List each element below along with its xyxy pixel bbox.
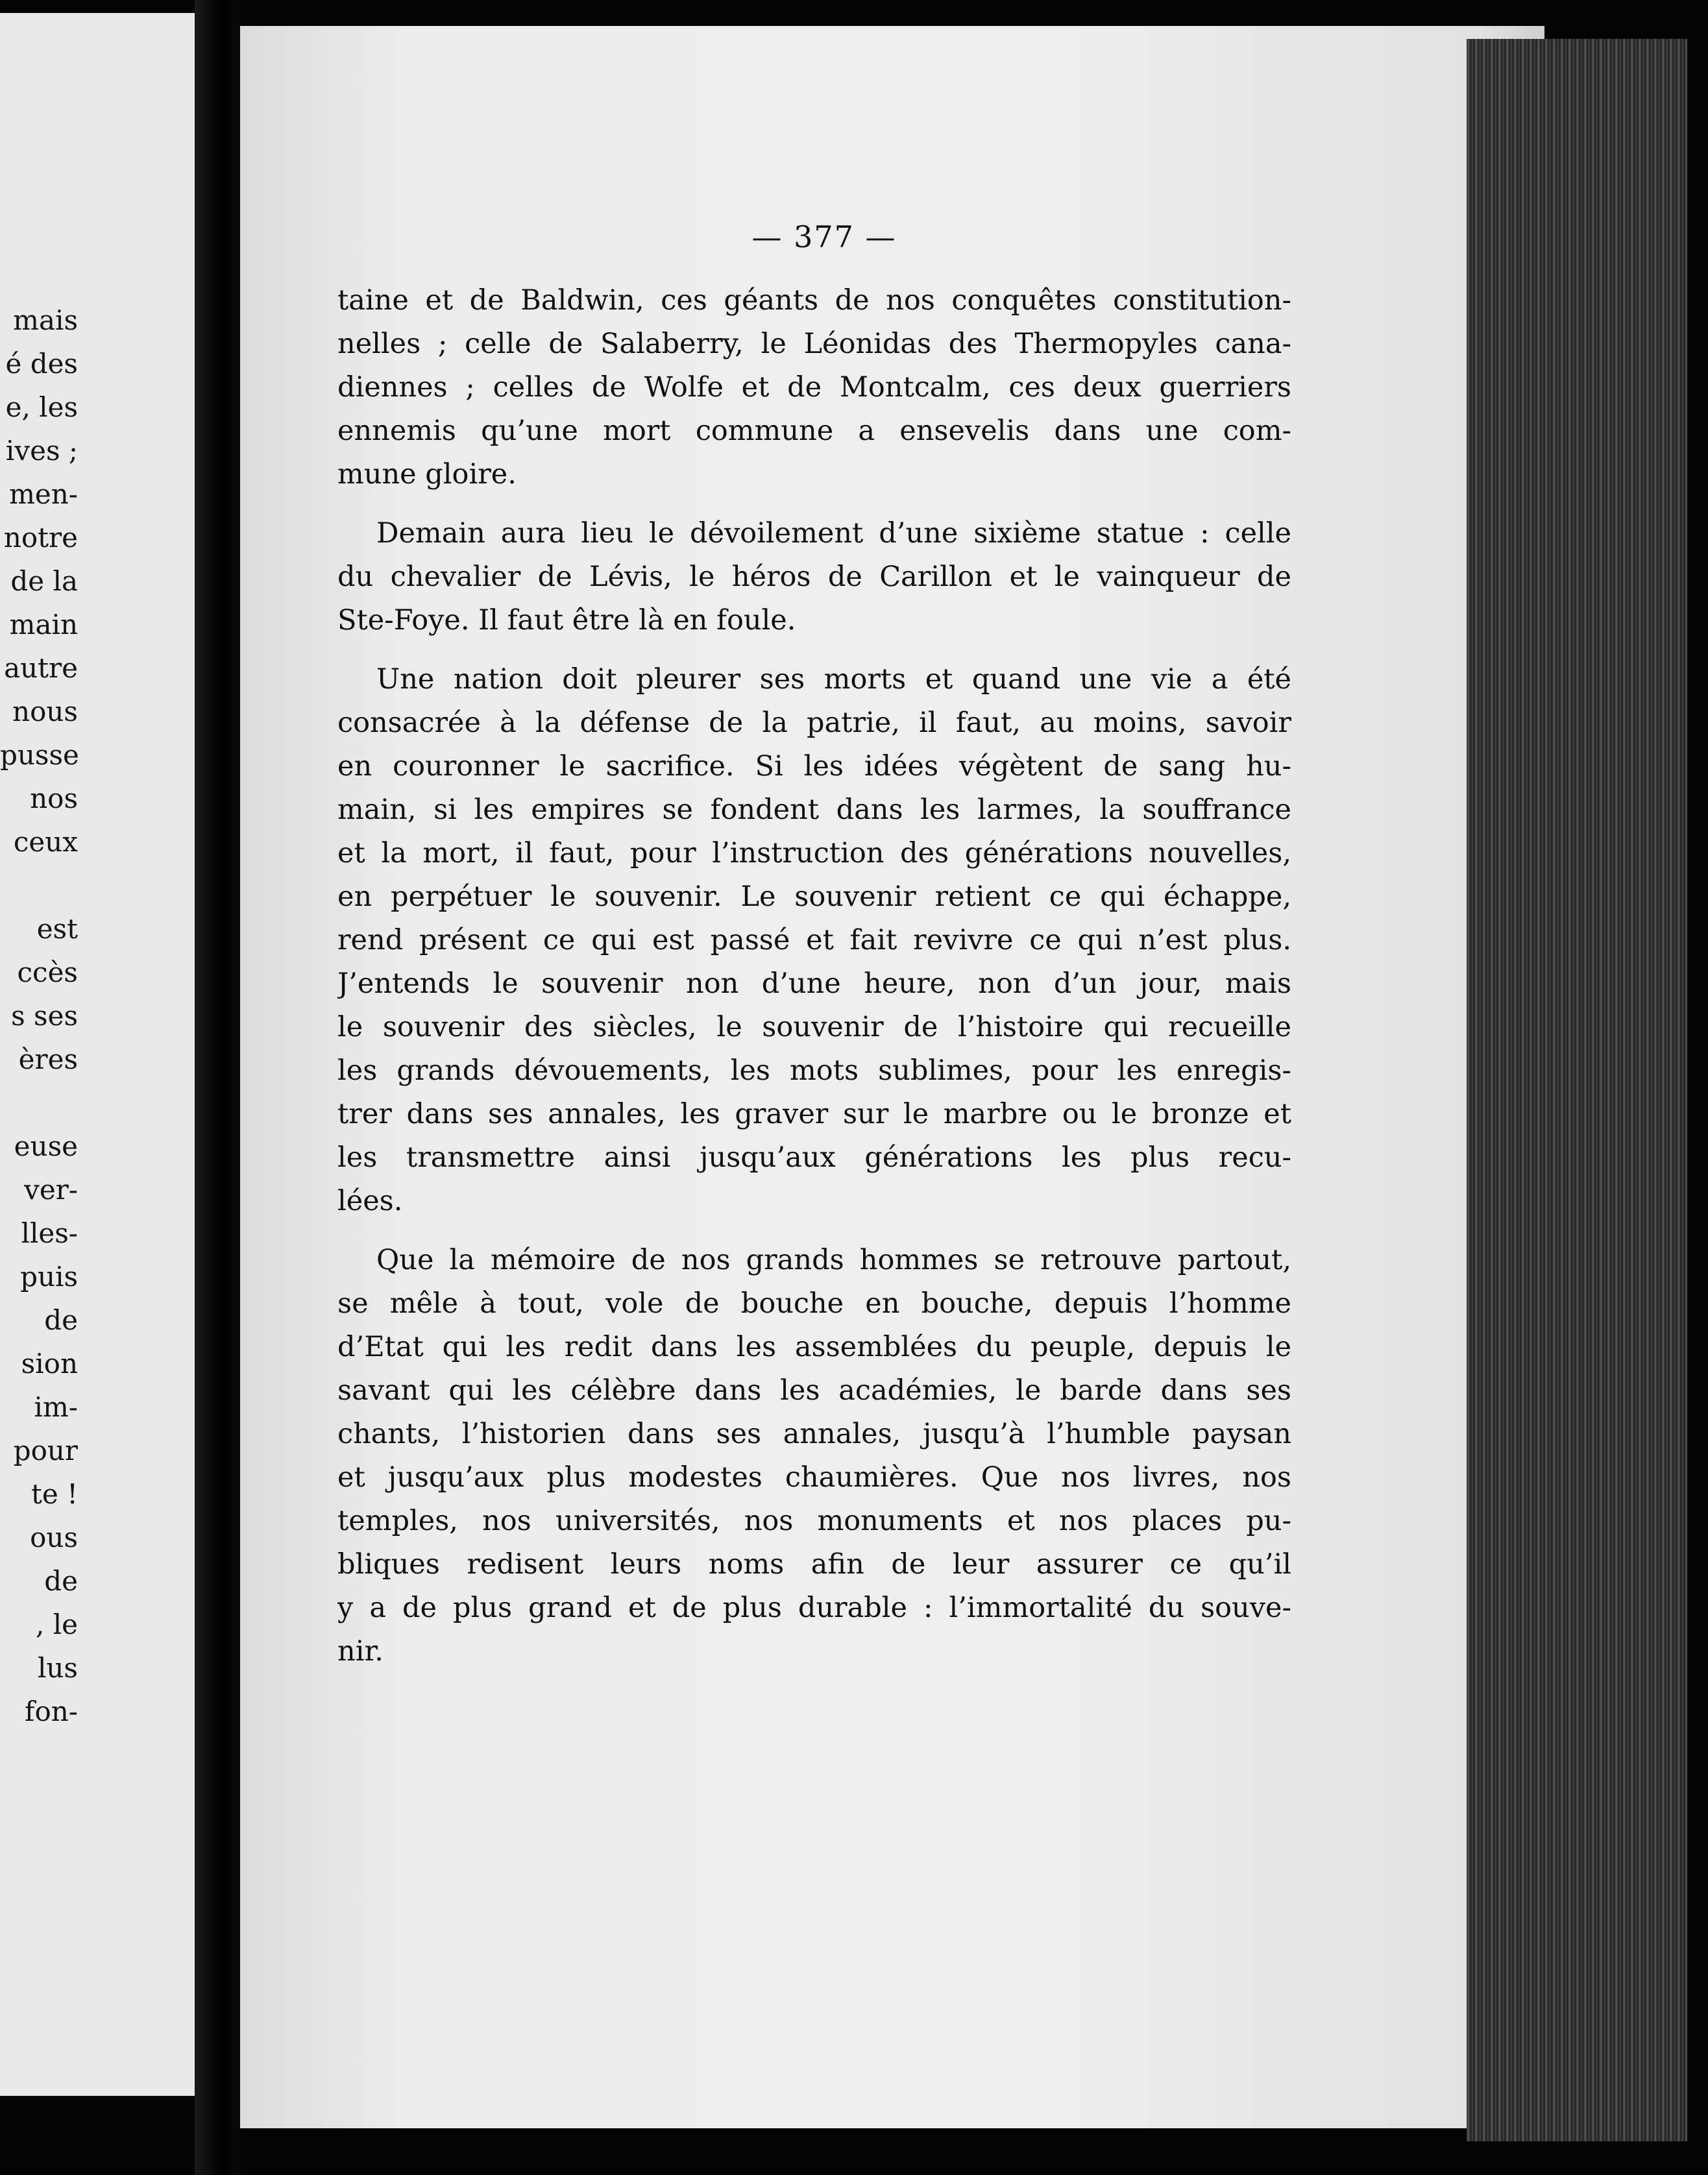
previous-page-fragment: lus bbox=[37, 1652, 78, 1684]
text-line: du chevalier de Lévis, le héros de Carillon et le vainqueur de bbox=[337, 561, 1291, 593]
previous-page-fragment: lles- bbox=[21, 1217, 78, 1249]
previous-page bbox=[0, 13, 195, 2096]
text-line: J’entends le souvenir non d’une heure, non d’un jour, mais bbox=[337, 967, 1291, 1000]
paragraph-spacing bbox=[337, 642, 1291, 658]
text-line: lées. bbox=[337, 1185, 403, 1217]
previous-page-fragment: euse bbox=[14, 1130, 78, 1162]
text-line: trer dans ses annales, les graver sur le marbre ou le bronze et bbox=[337, 1098, 1291, 1130]
previous-page-fragment: ceux bbox=[13, 826, 78, 858]
text-line: chants, l’historien dans ses annales, jusqu’à l’humble paysan bbox=[337, 1418, 1291, 1450]
text-line: Ste-Foye. Il faut être là en foule. bbox=[337, 604, 796, 637]
text-line: bliques redisent leurs noms afin de leur assurer ce qu’il bbox=[337, 1548, 1291, 1581]
previous-page-fragment: main bbox=[9, 609, 78, 640]
paragraph bbox=[337, 512, 1291, 642]
text-line: y a de plus grand et de plus durable : l’immortalité du souve- bbox=[337, 1592, 1291, 1624]
previous-page-text-fragments bbox=[0, 298, 78, 1733]
text-line: et jusqu’aux plus modestes chaumières. Que nos livres, nos bbox=[337, 1461, 1291, 1494]
previous-page-fragment bbox=[0, 864, 78, 907]
previous-page-fragment: notre bbox=[3, 522, 78, 553]
text-line: les transmettre ainsi jusqu’aux générations les plus recu- bbox=[337, 1141, 1291, 1174]
previous-page-fragment: pour bbox=[13, 1435, 78, 1466]
previous-page-fragment: nous bbox=[12, 696, 78, 727]
text-line: taine et de Baldwin, ces géants de nos conquêtes constitution- bbox=[337, 284, 1291, 317]
previous-page-fragment: pusse bbox=[0, 739, 79, 771]
text-line: en couronner le sacrifice. Si les idées végètent de sang hu- bbox=[337, 750, 1291, 783]
text-line: en perpétuer le souvenir. Le souvenir retient ce qui échappe, bbox=[337, 881, 1291, 913]
text-line: Demain aura lieu le dévoilement d’une sixième statue : celle bbox=[376, 517, 1291, 550]
previous-page-fragment: ives ; bbox=[5, 435, 78, 467]
page-number-header: — 377 — bbox=[751, 219, 897, 254]
book-gutter bbox=[195, 0, 240, 2175]
previous-page-fragment: ver- bbox=[24, 1174, 78, 1206]
text-line: consacrée à la défense de la patrie, il faut, au moins, savoir bbox=[337, 707, 1291, 739]
previous-page-fragment: im- bbox=[34, 1391, 78, 1423]
text-line: rend présent ce qui est passé et fait revivre ce qui n’est plus. bbox=[337, 924, 1291, 956]
paragraph bbox=[337, 1239, 1291, 1673]
text-line: et la mort, il faut, pour l’instruction des générations nouvelles, bbox=[337, 837, 1291, 869]
previous-page-fragment: men- bbox=[9, 478, 78, 510]
page-edges bbox=[1467, 39, 1687, 2141]
text-line: le souvenir des siècles, le souvenir de l’histoire qui recueille bbox=[337, 1011, 1291, 1043]
previous-page-fragment bbox=[0, 1081, 78, 1124]
previous-page-fragment: de la bbox=[10, 565, 78, 597]
text-line: les grands dévouements, les mots sublimes, pour les enregis- bbox=[337, 1054, 1291, 1087]
previous-page-fragment: e, les bbox=[5, 391, 78, 423]
text-line: main, si les empires se fondent dans les larmes, la souffrance bbox=[337, 794, 1291, 826]
previous-page-fragment: sion bbox=[21, 1348, 78, 1379]
previous-page-fragment: fon- bbox=[24, 1695, 78, 1727]
previous-page-fragment: mais bbox=[13, 304, 78, 336]
previous-page-fragment: ccès bbox=[17, 956, 78, 988]
text-line: temples, nos universités, nos monuments et nos places pu- bbox=[337, 1505, 1291, 1537]
text-line: savant qui les célèbre dans les académies, le barde dans ses bbox=[337, 1374, 1291, 1407]
text-line: nir. bbox=[337, 1635, 384, 1668]
previous-page-fragment: te ! bbox=[31, 1478, 78, 1510]
previous-page-fragment: ères bbox=[18, 1043, 78, 1075]
text-line: se mêle à tout, vole de bouche en bouche, depuis l’homme bbox=[337, 1287, 1291, 1320]
previous-page-fragment: puis bbox=[20, 1261, 78, 1293]
paragraph bbox=[337, 658, 1291, 1223]
previous-page-fragment: nos bbox=[30, 783, 78, 814]
previous-page-fragment: s ses bbox=[11, 1000, 78, 1032]
paragraph-spacing bbox=[337, 496, 1291, 512]
text-line: ennemis qu’une mort commune a ensevelis dans une com- bbox=[337, 415, 1291, 447]
previous-page-fragment: é des bbox=[5, 348, 78, 380]
previous-page-fragment: , le bbox=[36, 1609, 78, 1640]
page-body bbox=[337, 279, 1291, 1673]
text-line: mune gloire. bbox=[337, 458, 517, 491]
paragraph-spacing bbox=[337, 1223, 1291, 1239]
text-line: nelles ; celle de Salaberry, le Léonidas des Thermopyles cana- bbox=[337, 328, 1291, 360]
previous-page-fragment: de bbox=[44, 1304, 78, 1336]
text-line: Une nation doit pleurer ses morts et quand une vie a été bbox=[376, 663, 1291, 696]
text-line: diennes ; celles de Wolfe et de Montcalm, ces deux guerriers bbox=[337, 371, 1291, 404]
previous-page-fragment: est bbox=[36, 913, 78, 945]
previous-page-fragment: ous bbox=[30, 1522, 78, 1553]
text-line: d’Etat qui les redit dans les assemblées du peuple, depuis le bbox=[337, 1331, 1291, 1363]
previous-page-fragment: de bbox=[44, 1565, 78, 1597]
previous-page-fragment: autre bbox=[4, 652, 78, 684]
text-line: Que la mémoire de nos grands hommes se retrouve partout, bbox=[376, 1244, 1291, 1276]
paragraph bbox=[337, 279, 1291, 496]
